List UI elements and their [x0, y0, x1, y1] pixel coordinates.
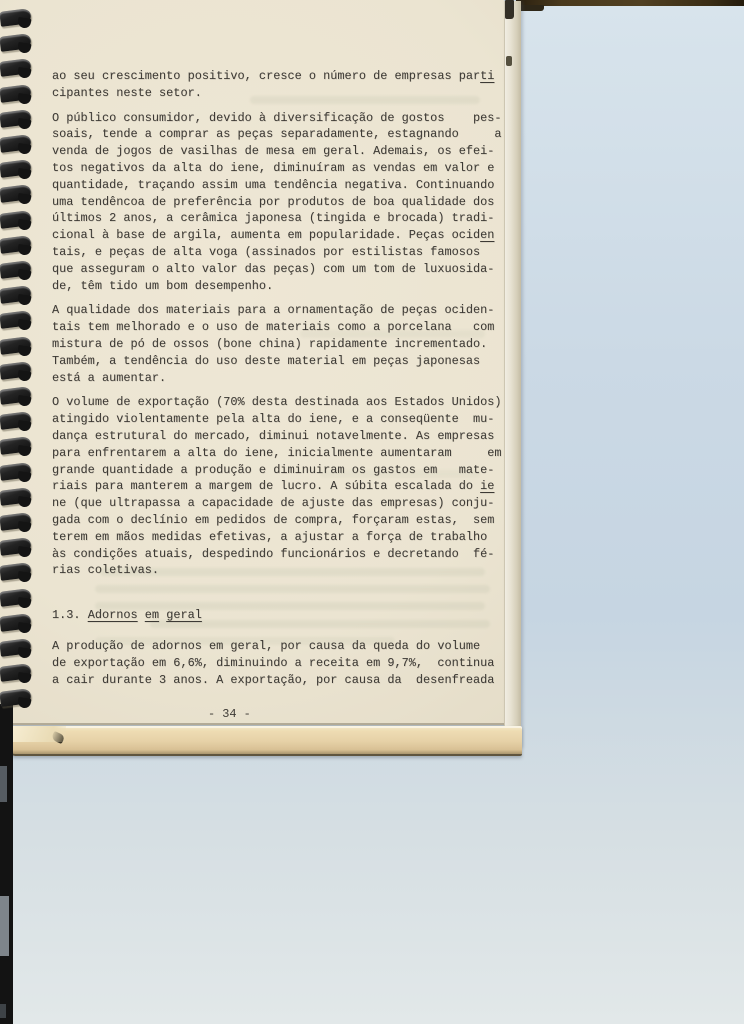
spiral-coil — [0, 311, 32, 330]
spiral-coil — [0, 336, 32, 355]
spiral-coil — [0, 134, 32, 153]
binder-spine-highlight — [0, 766, 7, 802]
spiral-coil — [0, 185, 32, 204]
spiral-coil — [0, 235, 32, 254]
text-line: mistura de pó de ossos (bone china) rapidamente incrementado. — [52, 336, 488, 351]
spiral-coil — [0, 613, 32, 632]
text-line: de exportação em 6,6%, diminuindo a receita em 9,7%, continua — [52, 655, 495, 670]
spiral-coil — [0, 84, 32, 103]
spiral-coil — [0, 33, 32, 52]
document-page — [0, 0, 504, 725]
spiral-coil — [0, 260, 32, 279]
spiral-coil — [0, 59, 32, 78]
spiral-coil — [0, 411, 32, 430]
text-line: O volume de exportação (70% desta destinada aos Estados Unidos) — [52, 395, 502, 410]
spiral-coil — [0, 285, 32, 304]
text-line: rias coletivas. — [52, 563, 160, 578]
spiral-binding — [0, 0, 40, 723]
spiral-coil — [0, 588, 32, 607]
paragraph — [52, 394, 504, 579]
text-line: para enfrentarem a alta do iene, inicialmente aumentaram em — [52, 445, 502, 460]
paragraph — [52, 638, 504, 688]
spiral-coil — [0, 487, 32, 506]
paragraph — [52, 68, 504, 102]
text-line: uma tendêncoa de preferência por produtos de boa qualidade dos — [52, 194, 495, 209]
text-line: tais tem melhorado e o uso de materiais como a porcelana com — [52, 320, 495, 335]
spiral-coil — [0, 159, 32, 178]
text-line: Também, a tendência do uso deste material em peças japonesas — [52, 353, 481, 368]
text-line: de, têm tido um bom desempenho. — [52, 278, 274, 293]
text-line: gada com o declínio em pedidos de compra, forçaram estas, sem — [52, 512, 495, 527]
text-line: ao seu crescimento positivo, cresce o número de empresas parti — [52, 69, 495, 83]
spiral-coil — [0, 437, 32, 456]
spiral-coil — [0, 8, 32, 27]
text-line: quantidade, traçando assim uma tendência negativa. Continuando — [52, 177, 495, 192]
spiral-coil — [0, 537, 32, 556]
paragraph — [52, 302, 504, 386]
binder-spine-highlight — [0, 896, 9, 956]
spiral-coil — [0, 386, 32, 405]
spiral-coil — [0, 638, 32, 657]
text-line: grande quantidade a produção e diminuiram os gastos em mate- — [52, 462, 495, 477]
spiral-coil — [0, 663, 32, 682]
text-line: cipantes neste setor. — [52, 85, 202, 100]
text-line: a cair durante 3 anos. A exportação, por causa da desenfreada — [52, 672, 495, 687]
text-line: riais para manterem a margem de lucro. A súbita escalada do ie — [52, 479, 495, 494]
page-number: - 34 - — [208, 707, 251, 721]
text-line: A produção de adornos em geral, por causa da queda do volume — [52, 638, 481, 653]
text-line: tais, e peças de alta voga (assinados por estilistas famosos — [52, 244, 481, 259]
spiral-coil — [0, 563, 32, 582]
page-stack-edge — [504, 1, 521, 748]
text-line: ne (que ultrapassa a capacidade de ajuste das empresas) conju- — [52, 496, 495, 511]
text-block — [52, 68, 504, 696]
scanner-lid-edge — [516, 0, 744, 6]
text-line: últimos 2 anos, a cerâmica japonesa (tingida e brocada) tradi- — [52, 211, 495, 226]
text-line: dança estrutural do mercado, diminui notavelmente. As empresas — [52, 428, 495, 443]
text-line: está a aumentar. — [52, 370, 167, 385]
text-line: tos negativos da alta do iene, diminuíram as vendas em valor e — [52, 160, 495, 175]
text-line: venda de jogos de vasilhas de mesa em geral. Ademais, os efei- — [52, 144, 495, 159]
spiral-coil — [0, 462, 32, 481]
spiral-coil — [0, 109, 32, 128]
binder-corner-mark — [505, 0, 514, 19]
text-line: cional à base de argila, aumenta em popularidade. Peças ociden — [52, 228, 495, 243]
text-line: atingido violentamente pela alta do iene, e a conseqüente mu- — [52, 412, 495, 427]
section-heading — [52, 607, 504, 624]
text-line: 1.3. Adornos em geral — [52, 608, 202, 623]
text-line: O público consumidor, devido à diversificação de gostos pes- — [52, 110, 502, 125]
binder-spine-highlight — [0, 1004, 6, 1018]
binder-spine — [0, 704, 13, 1024]
paragraph — [52, 110, 504, 295]
text-line: que asseguram o alto valor das peças) com um tom de luxuosida- — [52, 261, 495, 276]
underlying-page-edge — [10, 726, 522, 756]
spiral-coil — [0, 512, 32, 531]
text-line: soais, tende a comprar as peças separadamente, estagnando a — [52, 127, 502, 142]
spiral-coil — [0, 689, 32, 708]
spiral-coil — [0, 210, 32, 229]
text-line: A qualidade dos materiais para a ornamentação de peças ociden- — [52, 303, 495, 318]
text-line: às condições atuais, despedindo funcionários e decretando fé- — [52, 546, 495, 561]
spiral-coil — [0, 361, 32, 380]
text-line: terem em mãos medidas efetivas, a ajustar a força de trabalho — [52, 529, 488, 544]
